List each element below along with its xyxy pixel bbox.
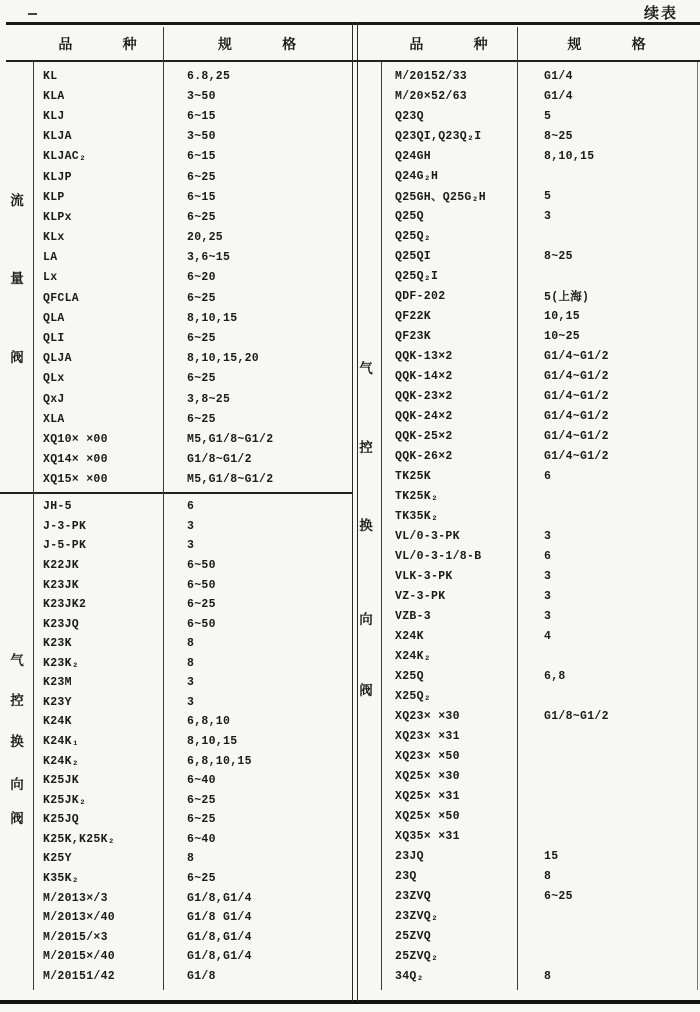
spec-cell: 8 [187, 852, 195, 866]
table-row [395, 626, 697, 646]
table-row [395, 606, 697, 626]
spec-cell: 8 [187, 637, 195, 651]
product-name-cell: 25ZVQ [395, 929, 432, 943]
spec-cell: 6~15 [187, 150, 216, 164]
table-row [43, 497, 351, 517]
spec-cell: 10~25 [544, 329, 581, 343]
product-name-cell: VLK-3-PK [395, 569, 453, 583]
spec-cell: 8,10,15 [544, 149, 595, 163]
spec-cell: 6.8,25 [187, 69, 231, 83]
product-name-cell: QDF-202 [395, 289, 446, 303]
spec-cell: 10,15 [544, 309, 581, 323]
product-name-cell: X24K [395, 629, 424, 643]
spec-cell: 6~20 [187, 271, 216, 285]
left-table-section-pneumatic-valves [33, 497, 351, 986]
spec-cell: G1/4~G1/2 [544, 429, 609, 443]
product-name-cell: 25ZVQ₂ [395, 949, 439, 963]
product-name-cell: XQ15× ×00 [43, 473, 108, 487]
category-label-char: 量 [10, 271, 24, 286]
product-name-cell: M/20151/42 [43, 969, 116, 983]
product-name-cell: QQK-13×2 [395, 349, 453, 363]
table-row [395, 486, 697, 506]
product-name-cell: XQ23× ×30 [395, 709, 460, 723]
category-label-char: 向 [359, 612, 373, 627]
spec-cell: 6~25 [187, 372, 216, 386]
product-name-cell: QQK-23×2 [395, 389, 453, 403]
spec-cell: 8 [544, 869, 552, 883]
product-name-cell: Q24GH [395, 149, 432, 163]
product-name-cell: M/2015/×3 [43, 930, 108, 944]
table-row [395, 886, 697, 906]
spec-cell: 8 [187, 656, 195, 670]
spec-cell: 8,10,15 [187, 735, 238, 749]
product-name-cell: K35K₂ [43, 871, 80, 885]
right-edge-line [697, 62, 698, 990]
spec-cell: 8~25 [544, 129, 573, 143]
spec-cell: G1/8,G1/4 [187, 950, 252, 964]
spec-cell: 6,8,10 [187, 715, 231, 729]
table-row [43, 147, 351, 167]
spec-cell: 6 [544, 549, 552, 563]
table-row [395, 806, 697, 826]
product-name-cell: QLA [43, 311, 65, 325]
table-row [395, 446, 697, 466]
table-row [43, 349, 351, 369]
spec-cell: 6~25 [187, 793, 216, 807]
product-name-cell: K23Y [43, 695, 72, 709]
spec-cell: 6~40 [187, 832, 216, 846]
spec-cell: 6~50 [187, 558, 216, 572]
product-name-cell: K23JK2 [43, 598, 87, 612]
product-name-cell: K24K₁ [43, 735, 80, 749]
table-row [43, 167, 351, 187]
table-row [43, 470, 351, 490]
table-row [43, 207, 351, 227]
table-row [395, 546, 697, 566]
spec-cell: 5 [544, 109, 552, 123]
table-row [395, 166, 697, 186]
table-row [43, 127, 351, 147]
product-name-cell: XQ25× ×31 [395, 789, 460, 803]
spec-cell: 6~25 [187, 210, 216, 224]
spec-cell: 3 [544, 609, 552, 623]
table-row [43, 409, 351, 429]
spec-cell: 3 [544, 569, 552, 583]
table-row [43, 106, 351, 126]
table-row [395, 146, 697, 166]
table-row [43, 268, 351, 288]
table-row [395, 826, 697, 846]
product-name-cell: TK25K [395, 469, 432, 483]
table-row [395, 946, 697, 966]
spec-cell: G1/8~G1/2 [187, 453, 252, 467]
spec-cell: 6~25 [187, 170, 216, 184]
table-row [43, 288, 351, 308]
category-label-char: 流 [10, 193, 24, 208]
table-row [43, 849, 351, 869]
table-row [395, 366, 697, 386]
spec-cell: 5 [544, 189, 552, 203]
table-row [43, 556, 351, 576]
table-row [395, 246, 697, 266]
product-name-cell: VL/0-3-PK [395, 529, 460, 543]
product-name-cell: KLx [43, 231, 65, 245]
product-name-cell: TK25K₂ [395, 489, 439, 503]
table-row [43, 575, 351, 595]
category-label-char: 向 [10, 777, 24, 792]
spec-cell: 8~25 [544, 249, 573, 263]
table-row [395, 306, 697, 326]
center-double-line-1 [352, 22, 353, 1002]
table-row [395, 566, 697, 586]
spec-cell: 6~25 [187, 291, 216, 305]
table-row [43, 712, 351, 732]
category-label-char: 阀 [10, 811, 24, 826]
table-row [395, 586, 697, 606]
spec-cell: 5(上海) [544, 291, 590, 304]
product-name-cell: TK35K₂ [395, 509, 439, 523]
table-row [395, 206, 697, 226]
product-name-cell: X25Q [395, 669, 424, 683]
product-name-cell: K23K₂ [43, 656, 80, 670]
spec-cell: 3 [544, 589, 552, 603]
product-name-cell: K25JK₂ [43, 793, 87, 807]
category-label-char: 控 [10, 693, 24, 708]
spec-cell: 6,8 [544, 669, 566, 683]
table-row [43, 654, 351, 674]
product-name-cell: K23JK [43, 578, 80, 592]
table-row [43, 967, 351, 987]
table-row [43, 947, 351, 967]
product-name-cell: K23M [43, 676, 72, 690]
spec-cell: 3 [544, 209, 552, 223]
product-name-cell: K23JQ [43, 617, 80, 631]
product-name-cell: QLI [43, 332, 65, 346]
spec-cell: 8 [544, 969, 552, 983]
product-name-cell: K25Y [43, 852, 72, 866]
table-row [395, 226, 697, 246]
spec-cell: 3 [187, 539, 195, 553]
table-row [43, 614, 351, 634]
spec-cell: 6 [544, 469, 552, 483]
spec-cell: 3,8~25 [187, 392, 231, 406]
table-row [43, 732, 351, 752]
spec-cell: 6~25 [187, 598, 216, 612]
table-row [395, 666, 697, 686]
category-label-char: 阀 [10, 350, 24, 365]
table-row [395, 466, 697, 486]
table-row [43, 308, 351, 328]
product-name-cell: XQ10× ×00 [43, 432, 108, 446]
spec-cell: G1/8 [187, 969, 216, 983]
spec-cell: 6~15 [187, 109, 216, 123]
spec-cell: 6,8,10,15 [187, 754, 252, 768]
product-name-cell: X25Q₂ [395, 689, 432, 703]
table-row [395, 386, 697, 406]
product-name-cell: QQK-25×2 [395, 429, 453, 443]
spec-cell: 8,10,15 [187, 311, 238, 325]
table-row [43, 751, 351, 771]
header-bottom-rule [6, 60, 700, 62]
table-bottom-rule [0, 1000, 700, 1004]
header-product-right: 品 种 [409, 38, 489, 53]
product-name-cell: XLA [43, 412, 65, 426]
product-name-cell: 23JQ [395, 849, 424, 863]
product-name-cell: JH-5 [43, 500, 72, 514]
spec-cell: 6~50 [187, 617, 216, 631]
product-name-cell: K22JK [43, 558, 80, 572]
table-row [395, 766, 697, 786]
product-name-cell: M/2013×/3 [43, 891, 108, 905]
table-row [395, 286, 697, 306]
table-row [43, 86, 351, 106]
spec-cell: 8,10,15,20 [187, 352, 260, 366]
product-name-cell: VL/0-3-1/8-B [395, 549, 482, 563]
product-name-cell: Q23Q [395, 109, 424, 123]
product-name-cell: QLx [43, 372, 65, 386]
spec-cell: M5,G1/8~G1/2 [187, 432, 274, 446]
spec-cell: G1/4~G1/2 [544, 369, 609, 383]
table-row [43, 908, 351, 928]
table-row [395, 106, 697, 126]
product-name-cell: KL [43, 69, 58, 83]
product-name-cell: XQ23× ×50 [395, 749, 460, 763]
table-row [395, 726, 697, 746]
product-name-cell: 23ZVQ [395, 889, 432, 903]
spec-cell: G1/8~G1/2 [544, 709, 609, 723]
product-name-cell: K25JK [43, 774, 80, 788]
continued-table-label: 续表 [643, 6, 678, 22]
header-spec-left: 规 格 [217, 38, 298, 53]
table-row [395, 66, 697, 86]
spec-cell: G1/4~G1/2 [544, 409, 609, 423]
left-table-section-flow-valves [33, 66, 351, 490]
product-name-cell: XQ35× ×31 [395, 829, 460, 843]
table-row [43, 634, 351, 654]
table-row [395, 846, 697, 866]
table-row [395, 406, 697, 426]
table-row [395, 186, 697, 206]
left-section-divider-rule [0, 492, 352, 494]
product-name-cell: Lx [43, 271, 58, 285]
table-row [395, 706, 697, 726]
product-name-cell: QF22K [395, 309, 432, 323]
spec-cell: G1/4 [544, 69, 573, 83]
spec-cell: 6~40 [187, 774, 216, 788]
spec-cell: G1/8,G1/4 [187, 891, 252, 905]
product-name-cell: VZ-3-PK [395, 589, 446, 603]
product-name-cell: QF23K [395, 329, 432, 343]
product-name-cell: QLJA [43, 352, 72, 366]
table-row [43, 693, 351, 713]
product-name-cell: KLJA [43, 130, 72, 144]
product-name-cell: M/20×52/63 [395, 89, 468, 103]
product-name-cell: KLJAC₂ [43, 150, 87, 164]
right-table-section-pneumatic-valves [381, 66, 697, 986]
table-row [395, 926, 697, 946]
spec-cell: 3 [187, 676, 195, 690]
product-name-cell: XQ14× ×00 [43, 453, 108, 467]
product-name-cell: XQ25× ×50 [395, 809, 460, 823]
spec-cell: 4 [544, 629, 552, 643]
product-name-cell: KLA [43, 89, 65, 103]
table-row [395, 786, 697, 806]
product-name-cell: M/2013×/40 [43, 911, 116, 925]
spec-cell: 6~15 [187, 190, 216, 204]
spec-cell: 6~25 [187, 813, 216, 827]
spec-cell: 6~50 [187, 578, 216, 592]
product-name-cell: 23Q [395, 869, 417, 883]
spec-cell: M5,G1/8~G1/2 [187, 473, 274, 487]
category-label-char: 气 [359, 361, 373, 376]
header-product-left: 品 种 [58, 38, 138, 53]
table-row [395, 86, 697, 106]
category-label-char: 换 [10, 734, 24, 749]
product-name-cell: XQ25× ×30 [395, 769, 460, 783]
table-top-rule [6, 22, 700, 25]
table-row [395, 966, 697, 986]
product-name-cell: KLP [43, 190, 65, 204]
table-row [395, 866, 697, 886]
table-row [395, 346, 697, 366]
product-name-cell: XQ23× ×31 [395, 729, 460, 743]
product-name-cell: KLPx [43, 210, 72, 224]
header-spec-right: 规 格 [567, 38, 647, 53]
product-name-cell: Q25Q [395, 209, 424, 223]
table-row [395, 426, 697, 446]
table-row [43, 389, 351, 409]
product-name-cell: KLJP [43, 170, 72, 184]
product-name-cell: QQK-24×2 [395, 409, 453, 423]
table-row [43, 595, 351, 615]
spec-cell: 6~25 [544, 889, 573, 903]
spec-cell: 3 [187, 519, 195, 533]
product-name-cell: VZB-3 [395, 609, 432, 623]
table-row [43, 517, 351, 537]
spec-cell: 6~25 [187, 871, 216, 885]
table-row [395, 266, 697, 286]
product-name-cell: Q25QI [395, 249, 432, 263]
spec-cell: G1/8,G1/4 [187, 930, 252, 944]
spec-cell: G1/8 G1/4 [187, 911, 252, 925]
spec-cell: 6~25 [187, 412, 216, 426]
product-name-cell: LA [43, 251, 58, 265]
table-row [43, 450, 351, 470]
table-row [395, 326, 697, 346]
table-row [43, 790, 351, 810]
spec-cell: 3~50 [187, 89, 216, 103]
table-row [43, 536, 351, 556]
spec-cell: 20,25 [187, 231, 224, 245]
table-row [43, 830, 351, 850]
product-name-cell: X24K₂ [395, 649, 432, 663]
product-name-cell: Q25GH、Q25G₂H [395, 191, 487, 204]
spec-cell: G1/4~G1/2 [544, 349, 609, 363]
spec-cell: 15 [544, 849, 559, 863]
table-row [395, 506, 697, 526]
table-row [43, 187, 351, 207]
table-row [43, 771, 351, 791]
product-name-cell: J-5-PK [43, 539, 87, 553]
table-row [395, 906, 697, 926]
table-row [395, 686, 697, 706]
category-label-char: 换 [359, 518, 373, 533]
category-label-char: 气 [10, 653, 24, 668]
spec-cell: 3 [544, 529, 552, 543]
product-name-cell: Q23QI,Q23Q₂I [395, 129, 482, 143]
table-row [43, 248, 351, 268]
table-row [395, 126, 697, 146]
table-row [395, 646, 697, 666]
product-name-cell: K25JQ [43, 813, 80, 827]
product-name-cell: QxJ [43, 392, 65, 406]
spec-cell: 6~25 [187, 332, 216, 346]
spec-cell: 3 [187, 695, 195, 709]
product-name-cell: KLJ [43, 109, 65, 123]
scan-artifact-mark [28, 13, 37, 15]
product-name-cell: Q25Q₂ [395, 229, 432, 243]
table-row [395, 526, 697, 546]
spec-cell: 6 [187, 500, 195, 514]
product-name-cell: 34Q₂ [395, 969, 424, 983]
table-row [43, 369, 351, 389]
spec-cell: G1/4~G1/2 [544, 449, 609, 463]
table-row [43, 810, 351, 830]
product-name-cell: QQK-26×2 [395, 449, 453, 463]
product-name-cell: K23K [43, 637, 72, 651]
table-row [43, 328, 351, 348]
table-row [43, 869, 351, 889]
table-row [395, 746, 697, 766]
table-row [43, 927, 351, 947]
product-name-cell: QQK-14×2 [395, 369, 453, 383]
table-row [43, 673, 351, 693]
product-name-cell: K24K₂ [43, 754, 80, 768]
product-name-cell: QFCLA [43, 291, 80, 305]
category-label-char: 阀 [359, 683, 373, 698]
table-row [43, 888, 351, 908]
product-name-cell: M/2015×/40 [43, 950, 116, 964]
product-name-cell: Q24G₂H [395, 169, 439, 183]
spec-cell: G1/4 [544, 89, 573, 103]
product-name-cell: 23ZVQ₂ [395, 909, 439, 923]
product-name-cell: Q25Q₂I [395, 269, 439, 283]
spec-cell: G1/4~G1/2 [544, 389, 609, 403]
spec-cell: 3,6~15 [187, 251, 231, 265]
product-name-cell: K24K [43, 715, 72, 729]
table-row [43, 429, 351, 449]
category-label-char: 控 [359, 440, 373, 455]
product-name-cell: K25K,K25K₂ [43, 832, 116, 846]
product-name-cell: J-3-PK [43, 519, 87, 533]
center-double-line-2 [357, 22, 358, 1002]
table-row [43, 228, 351, 248]
spec-cell: 3~50 [187, 130, 216, 144]
product-name-cell: M/20152/33 [395, 69, 468, 83]
table-row [43, 66, 351, 86]
